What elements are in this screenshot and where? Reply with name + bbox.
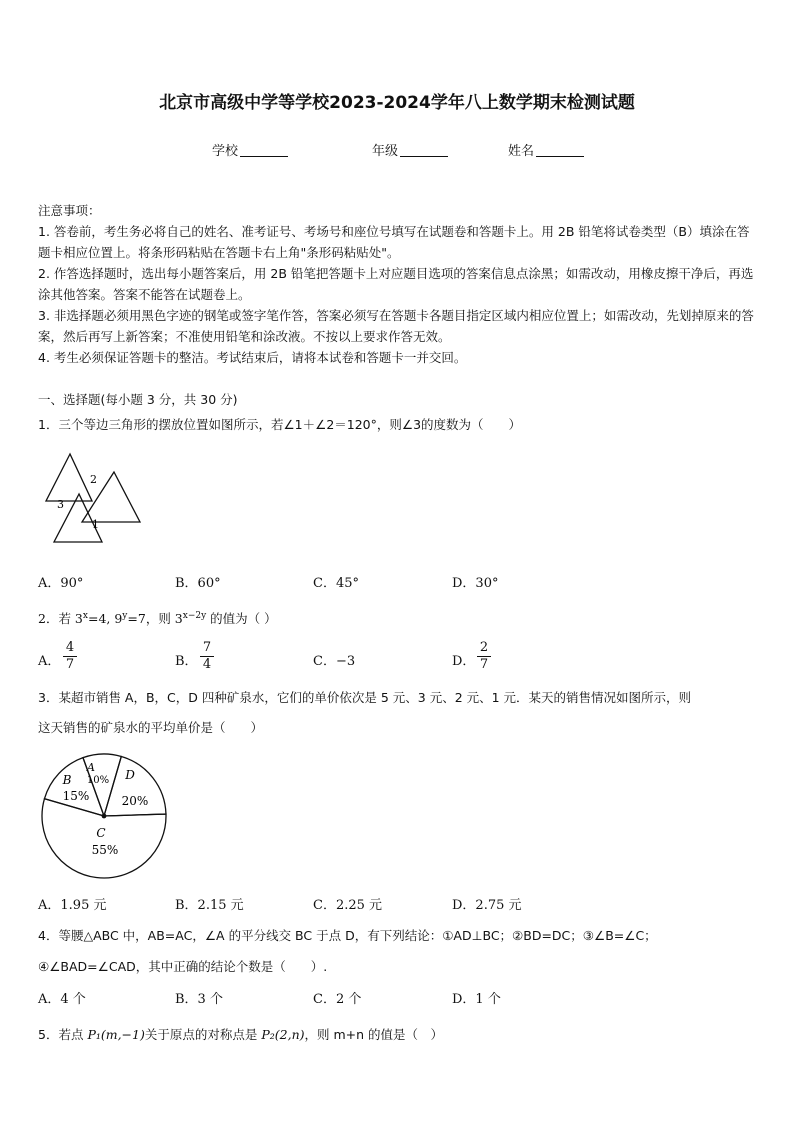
page-title: 北京市高级中学等学校2023-2024学年八上数学期末检测试题 [159, 93, 635, 113]
q2-option-d-fraction [477, 640, 491, 673]
pie-slice-b [44, 758, 104, 816]
notes-heading: 注意事项： [38, 203, 101, 218]
q2-text: 的值为（ ） [206, 611, 277, 626]
numerator: 4 [63, 640, 77, 657]
q3-stem-line1: 3．某超市销售 A，B，C，D 四种矿泉水，它们的单价依次是 5 元、3 元、2 元、1 元．某天的销售情况如图所示，则 [38, 690, 692, 705]
slice-pct-b: 15% [62, 789, 90, 803]
school-label: 学校 [212, 144, 239, 159]
slice-label-c: C [96, 826, 106, 840]
q5-stem [38, 1025, 760, 1043]
q3-option-c[interactable]: C．2.25 元 [313, 898, 383, 913]
denominator: 7 [65, 657, 75, 672]
option-label: B． [175, 654, 198, 669]
q1-option-a[interactable]: A．90° [38, 576, 84, 591]
q4-option-b[interactable]: B．3 个 [175, 992, 223, 1007]
angle-label-3: 3 [57, 498, 64, 511]
denominator: 7 [479, 657, 489, 672]
q2-option-b-fraction [200, 640, 214, 673]
numerator: 2 [477, 640, 491, 657]
name-field [508, 140, 584, 159]
q2-text: =4, 9 [87, 611, 123, 626]
grade-field [372, 140, 448, 159]
q2-option-c[interactable]: C．−3 [313, 654, 356, 669]
school-field [212, 140, 288, 159]
triangle-top [46, 454, 92, 501]
q4-stem-line1: 4．等腰△ABC 中，AB=AC，∠A 的平分线交 BC 于点 D，有下列结论：①AD⊥BC；②BD=DC；③∠B=∠C； [38, 928, 657, 943]
q4-option-d[interactable]: D．1 个 [452, 992, 501, 1007]
q5-text: 5．若点 [38, 1027, 88, 1042]
q3-stem-line2: 这天销售的矿泉水的平均单价是（ ） [38, 720, 264, 735]
slice-pct-d: 20% [121, 794, 149, 808]
angle-label-1: 1 [92, 518, 99, 531]
option-label: D． [452, 654, 476, 669]
q2-option-b[interactable] [175, 650, 198, 669]
grade-blank[interactable] [400, 144, 448, 157]
pie-center [102, 814, 107, 819]
school-blank[interactable] [240, 144, 288, 157]
option-label: A． [38, 654, 61, 669]
q3-option-a[interactable]: A．1.95 元 [38, 898, 107, 913]
q4-stem-line2: ④∠BAD=∠CAD，其中正确的结论个数是（ ）. [38, 959, 328, 974]
q2-option-a[interactable] [38, 650, 60, 669]
pie-chart [40, 752, 170, 882]
point-p1: P₁(m,−1) [87, 1027, 145, 1042]
q1-option-c[interactable]: C．45° [313, 576, 359, 591]
slice-label-b: B [62, 773, 72, 787]
note-item: 3. 非选择题必须用黑色字迹的钢笔或签字笔作答，答案必须写在答题卡各题目指定区域内相应位置上；如需改动，先划掉原来的答案，然后再写上新答案；不准使用铅笔和涂改液。不按以上要求作答无效。 [38, 308, 754, 344]
slice-label-d: D [125, 768, 135, 782]
name-label: 姓名 [508, 144, 535, 159]
point-p2: P₂(2,n) [261, 1027, 305, 1042]
q3-option-b[interactable]: B．2.15 元 [175, 898, 244, 913]
angle-label-2: 2 [90, 473, 97, 486]
q1-option-d[interactable]: D．30° [452, 576, 499, 591]
q5-text: 关于原点的对称点是 [144, 1027, 262, 1042]
q1-option-b[interactable]: B．60° [175, 576, 221, 591]
note-item: 2. 作答选择题时，选出每小题答案后，用 2B 铅笔把答题卡上对应题目选项的答案信息点涂黑；如需改动，用橡皮擦干净后，再选涂其他答案。答案不能答在试题卷上。 [38, 266, 754, 302]
note-item: 4. 考生必须保证答题卡的整洁。考试结束后，请将本试卷和答题卡一并交回。 [38, 350, 467, 365]
slice-pct-c: 55% [91, 843, 119, 857]
q2-option-a-fraction [63, 640, 77, 673]
denominator: 4 [202, 657, 212, 672]
notes [38, 200, 758, 368]
section-heading: 一、选择题(每小题 3 分，共 30 分) [38, 392, 238, 407]
q2-exp: x−2y [182, 610, 207, 621]
grade-label: 年级 [372, 144, 399, 159]
q2-stem [38, 609, 760, 627]
q2-text: 2．若 3 [38, 611, 83, 626]
slice-pct-a: 10% [86, 775, 110, 786]
q2-exp: x [82, 610, 88, 621]
numerator: 7 [200, 640, 214, 657]
triangles-figure [44, 450, 144, 550]
q3-option-d[interactable]: D．2.75 元 [452, 898, 522, 913]
slice-label-a: A [87, 761, 95, 774]
q5-text: ，则 m+n 的值是（ ） [304, 1027, 444, 1042]
q2-exp: y [122, 610, 128, 621]
q4-option-a[interactable]: A．4 个 [38, 992, 86, 1007]
name-blank[interactable] [536, 144, 584, 157]
q4-option-c[interactable]: C．2 个 [313, 992, 362, 1007]
note-item: 1. 答卷前，考生务必将自己的姓名、准考证号、考场号和座位号填写在试题卷和答题卡上。用 2B 铅笔将试卷类型（B）填涂在答题卡相应位置上。将条形码粘贴在答题卡右上角"条形码粘贴处"。 [38, 224, 750, 260]
q2-option-d[interactable] [452, 650, 475, 669]
q1-stem: 1．三个等边三角形的摆放位置如图所示，若∠1＋∠2＝120°，则∠3的度数为（ ） [38, 417, 522, 432]
q2-text: =7，则 3 [127, 611, 183, 626]
